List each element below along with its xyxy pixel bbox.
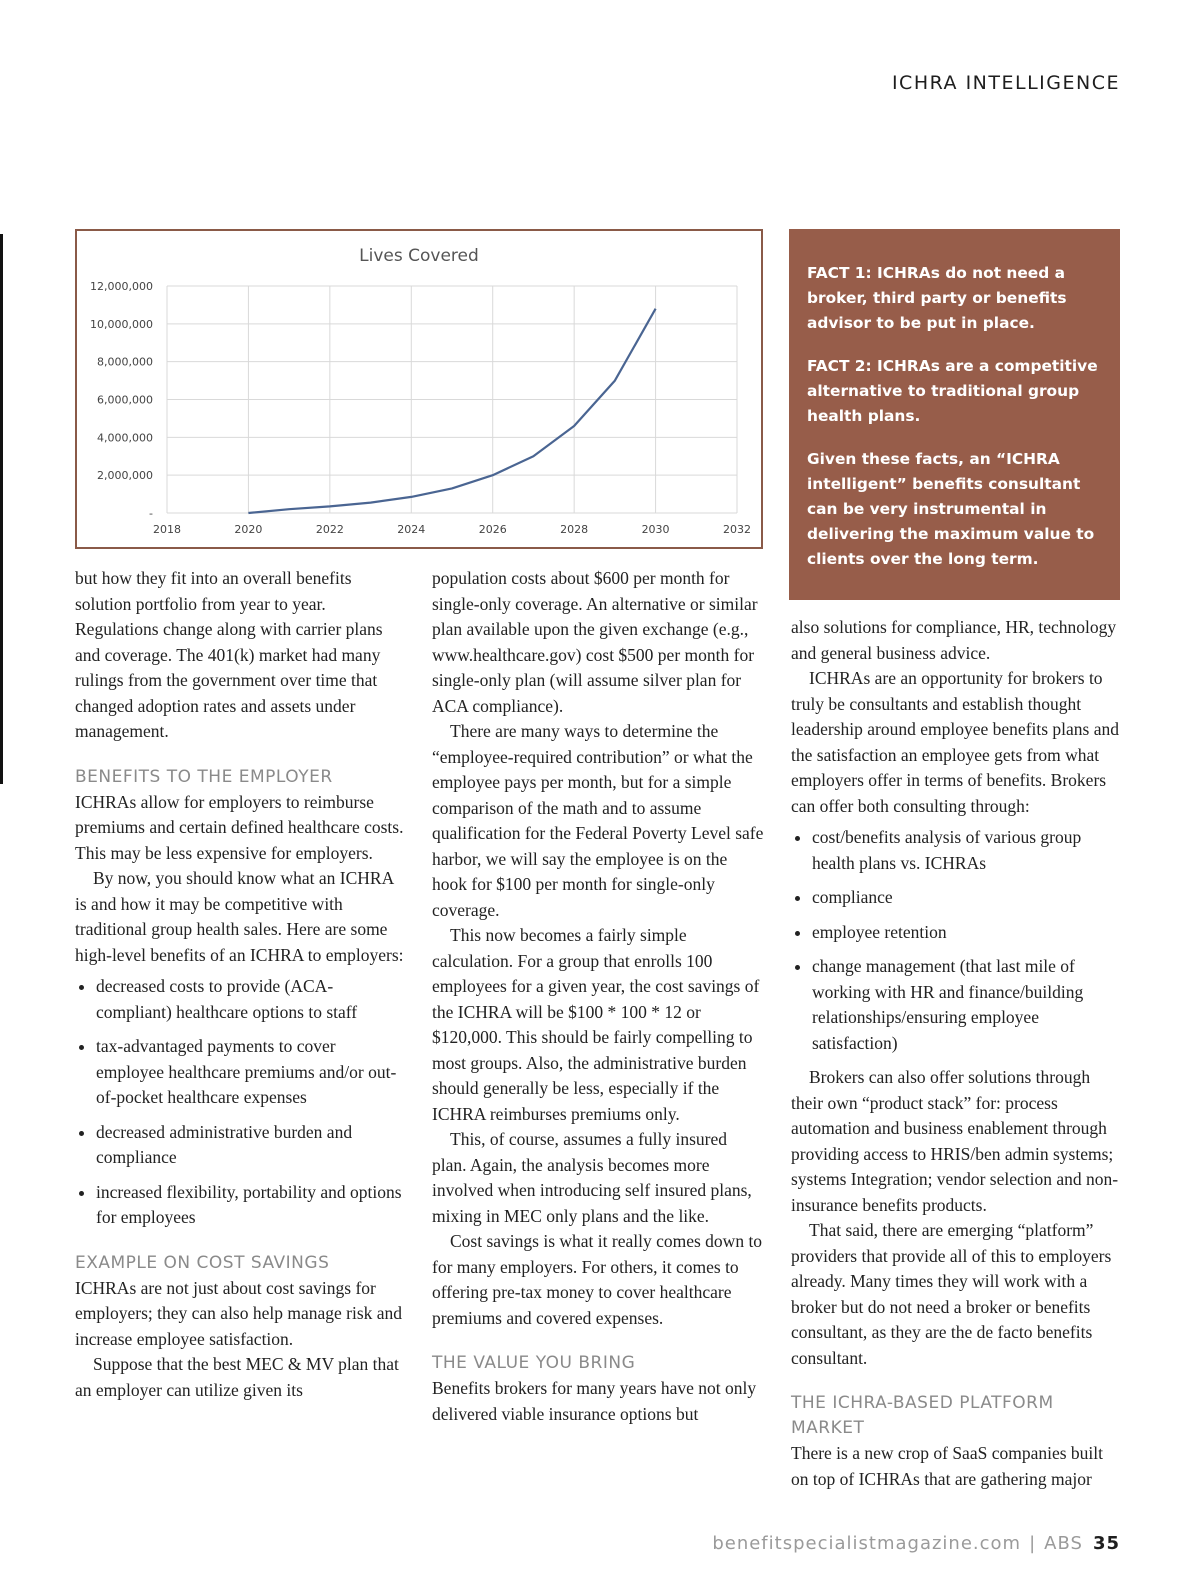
x-tick-label: 2030 [641,523,670,536]
y-tick-label: 6,000,000 [97,393,153,407]
body-paragraph: ICHRAs are not just about cost savings for employers; they can also help manage risk and increase employee satisfaction. [75,1277,403,1349]
consulting-list [791,825,1124,1056]
list-item: • change management (that last mile of working with HR and finance/building relationships/ensuring employee satisfaction) [812,954,1124,1056]
body-paragraph: Brokers can also offer solutions through their own “product stack” for: process automation and business enablement through providing access to HRIS/ben admin systems; systems Integration; vendor selection and non-insurance benefits products. [791,1067,1119,1215]
body-paragraph: ICHRAs allow for employers to reimburse premiums and certain defined healthcare costs. This may be less expensive for employers. [75,791,404,863]
facts-conclusion: Given these facts, an “ICHRA intelligent” benefits consultant can be very instrumental in delivering the maximum value to clients over the long term. [807,450,1095,568]
y-tick-label: 4,000,000 [97,431,153,445]
x-tick-label: 2022 [315,523,344,536]
column-3 [791,615,1124,1492]
y-tick-label: - [149,507,153,520]
body-paragraph: ICHRAs are an opportunity for brokers to truly be consultants and establish thought leadership around employee benefits plans and the satisfaction an employee gets from what employers offer in terms of benefits. Brokers can offer both consulting through: [791,668,1120,816]
chart-canvas [77,231,761,547]
y-tick-label: 10,000,000 [90,317,153,331]
fact-1: FACT 1: ICHRAs do not need a broker, third party or benefits advisor to be put in place. [807,264,1067,332]
body-paragraph: Cost savings is what it really comes down to for many employers. For others, it comes to offering pre-tax money to cover healthcare premiums and covered expenses. [432,1231,763,1328]
body-paragraph: Benefits brokers for many years have not only delivered viable insurance options but [432,1378,757,1424]
x-tick-label: 2026 [478,523,507,536]
page-edge-rule [0,234,3,784]
x-tick-label: 2028 [560,523,589,536]
body-paragraph: but how they fit into an overall benefits solution portfolio from year to year. Regulations change along with carrier plans and coverage. The 401(k) market had many rulings from the government over time that changed adoption rates and assets under management. [75,568,383,741]
list-item: • decreased costs to provide (ACA-compliant) healthcare options to staff [96,974,407,1025]
y-tick-label: 2,000,000 [97,469,153,483]
column-2 [432,566,764,1427]
x-tick-label: 2032 [723,523,751,536]
section-title: ICHRA INTELLIGENCE [891,72,1120,94]
body-paragraph: That said, there are emerging “platform” providers that provide all of this to employers already. Many times they will work with a broker but do not need a broker or benefits consultant, as they are the de facto benefits consultant. [791,1220,1112,1368]
heading-example-cost-savings: EXAMPLE ON COST SAVINGS [75,1252,330,1273]
list-item: • increased flexibility, portability and options for employees [96,1180,407,1231]
page-footer [712,1533,1120,1554]
body-paragraph: also solutions for compliance, HR, technology and general business advice. [791,617,1117,663]
list-item: • decreased administrative burden and compliance [96,1120,407,1171]
employer-benefits-list [75,974,407,1231]
list-item: • cost/benefits analysis of various group health plans vs. ICHRAs [812,825,1124,876]
body-paragraph: There are many ways to determine the “employee-required contribution” or what the employee pays per month, but for a simple comparison of the math and to assume qualification for the Federal Poverty Level safe harbor, we will say the employee is on the hook for $100 per month for single-only coverage. [432,721,764,920]
facts-callout [789,229,1120,600]
column-1 [75,566,407,1403]
heading-benefits-to-employer: BENEFITS TO THE EMPLOYER [75,766,333,787]
x-tick-label: 2020 [234,523,263,536]
footer-site: benefitspecialistmagazine.com [712,1533,1022,1554]
fact-2: FACT 2: ICHRAs are a competitive alternative to traditional group health plans. [807,357,1098,425]
body-paragraph: population costs about $600 per month for single-only coverage. An alternative or similar plan available upon the given exchange (e.g., www.healthcare.gov) cost $500 per month for single-only plan (will assume silver plan for ACA compliance). [432,568,758,716]
body-paragraph: Suppose that the best MEC & MV plan that an employer can utilize given its [75,1354,399,1400]
y-tick-label: 8,000,000 [97,355,153,369]
y-tick-label: 12,000,000 [90,280,153,293]
lives-covered-chart [75,229,763,549]
body-paragraph: This, of course, assumes a fully insured plan. Again, the analysis becomes more involved when introducing self insured plans, mixing in MEC only plans and the like. [432,1129,752,1226]
body-paragraph: There is a new crop of SaaS companies built on top of ICHRAs that are gathering major [791,1443,1103,1489]
list-item: • tax-advantaged payments to cover employee healthcare premiums and/or out-of-pocket healthcare expenses [96,1034,407,1111]
heading-platform-market: THE ICHRA-BASED PLATFORM MARKET [791,1393,1054,1438]
x-tick-label: 2018 [153,523,181,536]
list-item: • employee retention [812,920,1124,946]
body-paragraph: This now becomes a fairly simple calculation. For a group that enrolls 100 employees for a given year, the cost savings of the ICHRA will be $100 * 100 * 12 or $120,000. This should be fairly compelling to most groups. Also, the administrative burden should generally be less, especially if the ICHRA reimburses premiums only. [432,925,760,1124]
list-item: • compliance [812,885,1124,911]
footer-separator: | [1029,1533,1037,1554]
page-number: 35 [1092,1533,1120,1554]
chart-title: Lives Covered [359,246,479,266]
x-tick-label: 2024 [397,523,426,536]
footer-publication: ABS [1044,1533,1083,1554]
series-line-lives-covered [248,309,655,513]
heading-value-you-bring: THE VALUE YOU BRING [432,1353,636,1373]
body-paragraph: By now, you should know what an ICHRA is and how it may be competitive with traditional group health sales. Here are some high-level benefits of an ICHRA to employers: [75,868,404,965]
